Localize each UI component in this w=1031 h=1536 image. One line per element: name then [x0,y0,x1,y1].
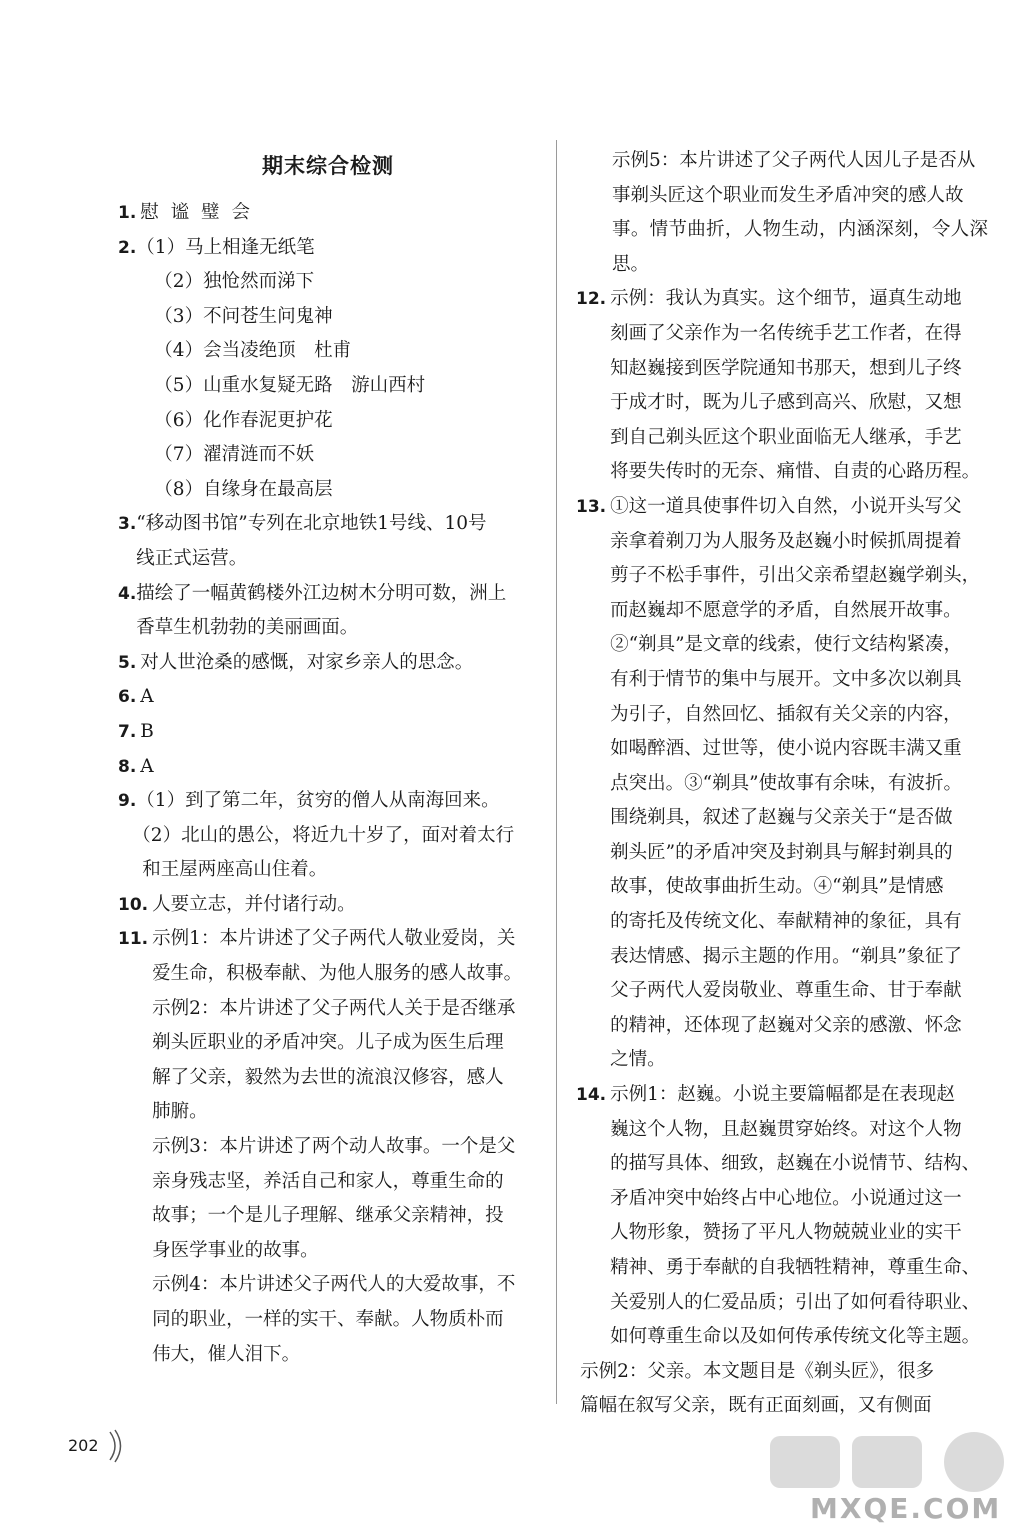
answer-5 [118,646,538,681]
answer-line: （7）濯清涟而不妖 [154,444,315,466]
answer-line: 点突出。③“剃具”使故事有余味，有波折。 [610,772,963,794]
answer-line: 描绘了一幅黄鹤楼外江边树木分明可数，洲上 [136,582,507,604]
answer-number: 1. [118,203,137,223]
answer-line: 知赵巍接到医学院通知书那天，想到儿子终 [610,357,962,379]
answer-1 [118,196,538,231]
answer-line: 将要失传时的无奈、痛惜、自责的心路历程。 [610,461,981,483]
answer-13 [576,490,988,1078]
answer-line: 示例1：赵巍。小说主要篇幅都是在表现赵 [610,1084,955,1106]
answer-4 [118,577,538,646]
answer-number: 8. [118,756,137,777]
answer-body [136,507,538,576]
answer-line: 到自己剃头匠这个职业面临无人继承，手艺 [610,426,962,448]
answer-body [606,490,988,1078]
answer-text: 慰 谧 璧 会 [140,202,250,223]
answer-number: 2. [118,237,137,258]
answer-number: 6. [118,687,137,708]
answer-10 [118,888,538,923]
answer-line: 父子两代人爱岗敬业、尊重生命、甘于奉献 [610,980,962,1002]
answer-number: 4. [118,583,137,604]
answer-line: 而赵巍却不愿意学的矛盾，自然展开故事。 [610,599,962,621]
answer-body [576,144,988,282]
answer-11 [118,922,538,1372]
answer-line: 示例4：本片讲述父子两代人的大爱故事，不 [152,1274,516,1296]
answer-line: 故事，使故事曲折生动。④“剃具”是情感 [610,876,944,898]
answer-line: 刻画了父亲作为一名传统手艺工作者，在得 [610,322,962,344]
answer-line: 事。情节曲折，人物生动，内涵深刻，令人深思。 [612,219,988,275]
answer-line: 身医学事业的故事。 [152,1239,319,1261]
answer-line: （1）到了第二年，贫穷的僧人从南海回来。 [136,790,500,812]
answer-8 [118,750,538,785]
answer-text: 对人世沧桑的感慨，对家乡亲人的思念。 [140,651,474,673]
answer-line: 示例1：本片讲述了父子两代人敬业爱岗，关 [152,928,516,950]
answer-line: 的寄托及传统文化、奉献精神的象征，具有 [610,911,962,933]
answer-body [606,282,988,490]
answer-line: 篇幅在叙写父亲，既有正面刻画，又有侧面 [580,1395,932,1417]
answer-line: 示例：我认为真实。这个细节，逼真生动地 [610,288,962,310]
answer-line: 矛盾冲突中始终占中心地位。小说通过这一 [610,1187,962,1209]
answer-line: 同的职业，一样的实干、奉献。人物质朴而 [152,1309,504,1330]
answer-line: 精神、勇于奉献的自我牺牲精神，尊重生命、 [610,1257,981,1278]
answer-number: 12. [576,289,607,310]
answer-body [136,231,538,508]
answer-line: 围绕剃具，叙述了赵巍与父亲关于“是否做 [610,807,953,829]
answer-number: 10. [118,894,149,915]
answer-line: 于成才时，既为儿子感到高兴、欣慰，又想 [610,392,962,414]
answer-body [132,784,538,888]
answer-line: 亲身残志坚，养活自己和家人，尊重生命的 [152,1170,504,1192]
answer-line: （2）独怆然而涕下 [154,271,315,293]
answer-line: 人物形象，赞扬了平凡人物兢兢业业的实干 [610,1222,962,1244]
answer-line: 示例2：本片讲述了父子两代人关于是否继承 [152,997,516,1019]
answer-line: “移动图书馆”专列在北京地铁1号线、10号 [136,513,487,535]
answer-line: 剃头匠职业的矛盾冲突。儿子成为医生后理 [152,1032,504,1054]
answer-line: 亲拿着剃刀为人服务及赵巍小时候抓周提着 [610,530,962,552]
answer-9 [118,784,538,888]
answer-12 [576,282,988,490]
right-column [576,144,988,1424]
answer-line: 爱生命，积极奉献、为他人服务的感人故事。 [152,963,523,985]
answer-line: （1）马上相逢无纸笔 [136,236,315,258]
answer-2 [118,231,538,508]
left-column [118,196,538,1372]
answer-line: （6）化作春泥更护花 [154,409,333,431]
answer-line: 和王屋两座高山住着。 [142,859,328,881]
answer-line: 巍这个人物，且赵巍贯穿始终。对这个人物 [610,1118,962,1140]
answer-line: 事剃头匠这个职业而发生矛盾冲突的感人故 [612,184,964,206]
answer-line: 有利于情节的集中与展开。文中多次以剃具 [610,668,962,690]
watermark-text: MXQE.COM [810,1492,1002,1525]
answer-line: 示例3：本片讲述了两个动人故事。一个是父 [152,1136,516,1158]
answer-line: 关爱别人的仁爱品质；引出了如何看待职业、 [610,1291,981,1313]
answer-number: 14. [576,1085,607,1106]
answer-number: 3. [118,514,137,535]
answer-line: 表达情感、揭示主题的作用。“剃具”象征了 [610,945,963,967]
answer-line: 示例5：本片讲述了父子两代人因儿子是否从 [612,150,976,171]
answer-line: 如喝醉酒、过世等，使小说内容既丰满又重 [610,738,962,760]
answer-line: 线正式运营。 [136,547,248,569]
answer-line: （3）不问苍生问鬼神 [154,305,333,327]
answer-body [136,577,538,646]
answer-number: 7. [118,721,137,742]
answer-number: 13. [576,496,607,517]
answer-line: 香草生机勃勃的美丽画面。 [136,617,359,639]
answer-text: 人要立志，并付诸行动。 [152,893,356,915]
answer-line: （5）山重水复疑无路 游山西村 [154,374,426,396]
answer-11-continued [576,144,988,282]
answer-line: （8）自缘身在最高层 [154,478,333,500]
answer-number: 5. [118,652,137,673]
answer-text: A [140,686,154,708]
column-divider [556,140,557,1404]
answer-line: 的精神，还体现了赵巍对父亲的感激、怀念 [610,1014,962,1036]
answer-text: A [140,755,154,777]
answer-line: 解了父亲，毅然为去世的流浪汉修容，感人 [152,1066,504,1088]
answer-7 [118,715,538,750]
answer-line: 的描写具体、细致，赵巍在小说情节、结构、 [610,1153,981,1175]
answer-text: B [140,720,154,742]
answer-line: （4）会当凌绝顶 杜甫 [154,340,352,362]
answer-line: 为引子，自然回忆、插叙有关父亲的内容， [610,703,962,725]
answer-line: 如何尊重生命以及如何传承传统文化等主题。 [610,1326,981,1348]
answer-14 [576,1078,988,1424]
answer-line: 肺腑。 [152,1101,208,1123]
answer-line: ①这一道具使事件切入自然，小说开头写父 [610,495,962,517]
answer-line: （2）北山的愚公，将近九十岁了，面对着太行 [132,824,515,846]
answer-line: 伟大，催人泪下。 [152,1343,301,1365]
answer-3 [118,507,538,576]
answer-number: 9. [118,791,137,812]
answer-line: 示例2：父亲。本文题目是《剃头匠》，很多 [580,1360,935,1382]
answer-number: 11. [118,929,149,950]
page-title: 期末综合检测 [262,154,394,178]
answer-body [148,922,538,1372]
answer-line: ②“剃具”是文章的线索，使行文结构紧凑， [610,634,963,656]
page-number: 202 [68,1436,99,1455]
answer-6 [118,680,538,715]
answer-line: 之情。 [610,1049,666,1071]
answer-line: 剪子不松手事件，引出父亲希望赵巍学剃头， [610,565,981,587]
answer-line: 故事；一个是儿子理解、继承父亲精神，投 [152,1205,504,1227]
answer-line: 剃头匠”的矛盾冲突及封剃具与解封剃具的 [610,841,953,863]
